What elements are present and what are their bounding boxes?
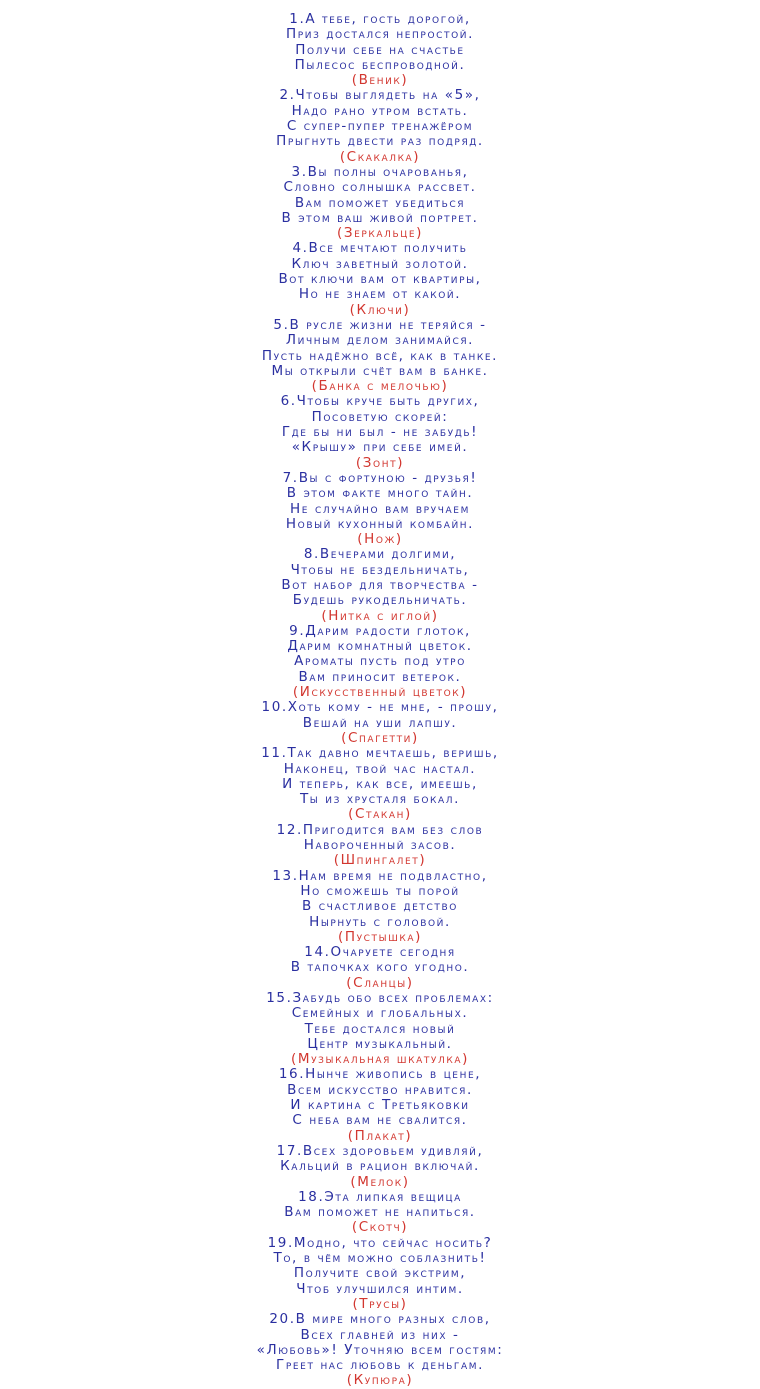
stanza-line: Где бы ни был - не забудь! — [281, 424, 479, 441]
stanza-answer: (Скакалка) — [339, 148, 421, 165]
stanza-answer: (Зеркальце) — [336, 225, 424, 242]
stanza-line: Новый кухонный комбайн. — [285, 515, 475, 532]
stanza-line: Будешь рукодельничать. — [292, 592, 468, 609]
stanza-line: Чтоб улучшился интим. — [296, 1280, 464, 1297]
stanza-answer: (Стакан) — [348, 806, 412, 823]
stanza-line: 4.Все мечтают получить — [292, 240, 468, 257]
stanza-line: Надо рано утром встать. — [291, 102, 469, 119]
stanza-line: 16.Нынче живопись в цене, — [278, 1066, 482, 1083]
stanza-line: Посоветую скорей: — [311, 408, 449, 425]
stanza-answer: (Мелок) — [350, 1173, 410, 1190]
stanza-line: Пылесос беспроводной. — [294, 56, 466, 73]
stanza-line: Но сможешь ты порой — [300, 882, 460, 899]
stanza — [0, 1236, 760, 1312]
stanza-line: Навороченный засов. — [303, 837, 457, 854]
stanza-answer: (Искусственный цветок) — [292, 684, 468, 701]
stanza-line: 8.Вечерами долгими, — [303, 546, 457, 563]
stanza — [0, 394, 760, 470]
stanza — [0, 88, 760, 164]
stanza-line: Чтобы не бездельничать, — [290, 561, 470, 578]
stanza-line: Приз достался непростой. — [285, 26, 475, 43]
stanza — [0, 1190, 760, 1236]
stanza-line: 19.Модно, что сейчас носить? — [267, 1234, 493, 1251]
stanza-line: Семейных и глобальных. — [291, 1005, 469, 1022]
stanza-line: В этом факте много тайн. — [286, 485, 474, 502]
stanza — [0, 700, 760, 746]
stanza — [0, 318, 760, 394]
stanza — [0, 1312, 760, 1388]
stanza-line: 9.Дарим радости глоток, — [289, 622, 471, 639]
stanza-answer: (Пустышка) — [337, 928, 423, 945]
stanza-line: Вот набор для творчества - — [281, 576, 479, 593]
stanza-line: Словно солнышка рассвет. — [283, 179, 477, 196]
stanza-line: Но не знаем от какой. — [298, 286, 462, 303]
stanza — [0, 746, 760, 822]
stanza-line: Всем искусство нравится. — [287, 1081, 473, 1098]
stanza-line: Ты из хрусталя бокал. — [299, 791, 461, 808]
stanza-answer: (Спагетти) — [341, 729, 419, 746]
stanza-line: Нырнуть с головой. — [309, 913, 451, 930]
stanza-answer: (Банка с мелочью) — [311, 378, 449, 395]
stanza-answer: (Купюра) — [346, 1372, 414, 1389]
stanza-line: «Любовь»! Уточняю всем гостям: — [256, 1341, 504, 1358]
stanza — [0, 471, 760, 547]
stanza — [0, 624, 760, 700]
stanza — [0, 547, 760, 623]
stanza-answer: (Скотч) — [351, 1219, 409, 1236]
stanza-answer: (Плакат) — [347, 1127, 413, 1144]
stanza-answer: (Трусы) — [352, 1295, 408, 1312]
stanza-line: И картина с Третьяковки — [290, 1097, 470, 1114]
stanza — [0, 12, 760, 88]
stanza — [0, 869, 760, 945]
stanza-line: И теперь, как все, имеешь, — [282, 775, 478, 792]
stanza-line: 2.Чтобы выглядеть на «5», — [279, 87, 481, 104]
stanza-line: 11.Так давно мечтаешь, веришь, — [261, 745, 499, 762]
stanza-line: Вешай на уши лапшу. — [302, 714, 458, 731]
stanza-answer: (Нитка с иглой) — [321, 607, 439, 624]
stanza — [0, 241, 760, 317]
stanza-answer: (Сланцы) — [346, 974, 414, 991]
stanza — [0, 1144, 760, 1190]
stanza — [0, 1067, 760, 1143]
stanza — [0, 823, 760, 869]
stanza-line: 6.Чтобы круче быть других, — [280, 393, 480, 410]
stanza-line: 18.Эта липкая вещица — [298, 1188, 462, 1205]
stanza-answer: (Зонт) — [355, 454, 405, 471]
stanza-line: В этом ваш живой портрет. — [281, 209, 479, 226]
stanza-line: 17.Всех здоровьем удивляй, — [276, 1142, 484, 1159]
stanza-line: 13.Нам время не подвластно, — [272, 867, 488, 884]
stanza-line: Всех главней из них - — [300, 1326, 460, 1343]
stanza-answer: (Нож) — [357, 531, 403, 548]
stanza-line: Личным делом занимайся. — [285, 332, 475, 349]
stanza — [0, 991, 760, 1067]
stanza-line: 20.В мире много разных слов, — [269, 1311, 491, 1328]
stanza-line: Вот ключи вам от квартиры, — [278, 271, 482, 288]
stanza-line: Не случайно вам вручаем — [290, 500, 470, 517]
stanza-line: Наконец, твой час настал. — [283, 760, 477, 777]
stanza-line: Ключ заветный золотой. — [291, 255, 469, 272]
stanza-line: Центр музыкальный. — [307, 1035, 453, 1052]
stanza-line: 1.А тебе, гость дорогой, — [289, 11, 471, 27]
stanza-line: То, в чём можно соблазнить! — [273, 1250, 487, 1267]
stanza-line: Ароматы пусть под утро — [294, 653, 466, 670]
stanza-answer: (Веник) — [351, 72, 409, 89]
stanza-line: 12.Пригодится вам без слов — [276, 821, 484, 838]
stanza-line: Дарим комнатный цветок. — [287, 638, 473, 655]
stanza-line: Тебе достался новый — [304, 1020, 456, 1037]
stanza-line: Получите свой экстрим, — [293, 1265, 467, 1282]
stanza-line: С супер-пупер тренажёром — [286, 118, 474, 135]
stanza-line: Прыгнуть двести раз подряд. — [276, 133, 484, 150]
stanza-line: Получи себе на счастье — [295, 41, 465, 58]
stanza — [0, 945, 760, 991]
stanza-line: 14.Очаруете сегодня — [304, 944, 456, 961]
stanza-line: Вам поможет не напиться. — [284, 1204, 476, 1221]
stanza-answer: (Ключи) — [349, 301, 411, 318]
stanza-line: В тапочках кого угодно. — [290, 959, 470, 976]
stanza-answer: (Шпингалет) — [333, 852, 427, 869]
stanza-line: Вам приносит ветерок. — [298, 668, 462, 685]
stanza-line: Мы открыли счёт вам в банке. — [271, 362, 489, 379]
stanza-answer: (Музыкальная шкатулка) — [290, 1051, 469, 1068]
stanza-line: 3.Вы полны очарованья, — [291, 163, 469, 180]
stanza-line: С неба вам не свалится. — [292, 1112, 468, 1129]
stanza-line: 15.Забудь обо всех проблемах: — [266, 990, 494, 1006]
stanza-line: 10.Хоть кому - не мне, - прошу, — [261, 699, 499, 716]
stanza-line: Вам поможет убедиться — [294, 194, 466, 211]
stanza-line: Пусть надёжно всё, как в танке. — [261, 347, 499, 364]
stanza — [0, 165, 760, 241]
stanza-line: Кальций в рацион включай. — [280, 1158, 480, 1175]
stanza-line: Греет нас любовь к деньгам. — [276, 1357, 484, 1374]
stanza-line: «Крышу» при себе имей. — [291, 439, 469, 456]
stanza-line: В счастливое детство — [302, 898, 458, 915]
stanza-line: 7.Вы с фортуною - друзья! — [282, 469, 478, 486]
stanza-line: 5.В русле жизни не теряйся - — [273, 316, 487, 333]
